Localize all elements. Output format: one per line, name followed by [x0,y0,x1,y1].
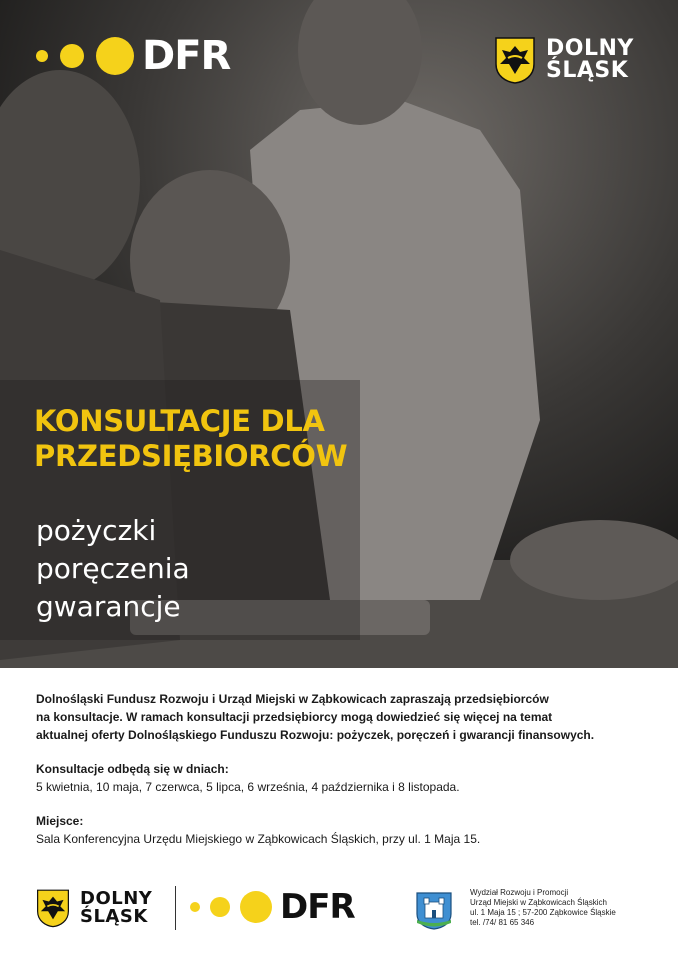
place-text: Sala Konferencyjna Urzędu Miejskiego w Ząbkowicach Śląskich, przy ul. 1 Maja 15. [36,832,481,846]
logo-dot-medium [210,897,230,917]
footer-dfr-logo-text: DFR [280,887,355,927]
dfr-logo [36,33,231,79]
logo-dot-large [96,37,134,75]
footer-dfr-logo [190,887,355,927]
offer-item: poręczenia [36,552,190,585]
headline-line2: PRZEDSIĘBIORCÓW [34,439,348,473]
dfr-logo-text: DFR [142,33,231,79]
dates-text: 5 kwietnia, 10 maja, 7 czerwca, 5 lipca, 6 września, 4 października i 8 listopada. [36,780,460,794]
intro-line: Dolnośląski Fundusz Rozwoju i Urząd Miejski w Ząbkowicach zapraszają przedsiębiorców [36,692,549,706]
footer-divider [175,886,176,930]
page-title [34,404,347,474]
footer-dolny-slask-logo [36,888,152,928]
logo-dot-large [240,891,272,923]
contact-line: ul. 1 Maja 15 ; 57-200 Ząbkowice Śląskie [470,908,616,917]
headline-line1: KONSULTACJE DLA [34,404,325,438]
eagle-crest-icon [36,888,70,928]
intro-line: na konsultacje. W ramach konsultacji przedsiębiorcy mogą dowiedzieć się więcej na temat [36,710,553,724]
intro-line: aktualnej oferty Dolnośląskiego Funduszu Rozwoju: pożyczek, poręczeń i gwarancji finansowych. [36,728,595,742]
region-logo-line2: ŚLĄSK [546,58,629,83]
offer-item: pożyczki [36,514,157,547]
contact-info [470,888,616,928]
footer-region-line2: ŚLĄSK [80,906,148,927]
footer-region-line1: DOLNY [80,888,153,909]
description-block [36,690,656,848]
contact-line: tel. /74/ 81 65 346 [470,918,535,927]
eagle-crest-icon [494,36,536,84]
dates-heading: Konsultacje odbędą się w dniach: [36,762,229,776]
logo-dot-small [36,50,48,62]
logo-dot-medium [60,44,84,68]
place-heading: Miejsce: [36,814,84,828]
region-logo-line1: DOLNY [546,36,634,61]
contact-line: Wydział Rozwoju i Promocji [470,888,569,897]
contact-line: Urząd Miejski w Ząbkowicach Śląskich [470,898,607,907]
logo-dot-small [190,902,200,912]
town-crest-icon [414,890,454,930]
offer-item: gwarancje [36,590,181,623]
dolny-slask-logo [494,36,634,84]
offer-list [36,512,190,626]
